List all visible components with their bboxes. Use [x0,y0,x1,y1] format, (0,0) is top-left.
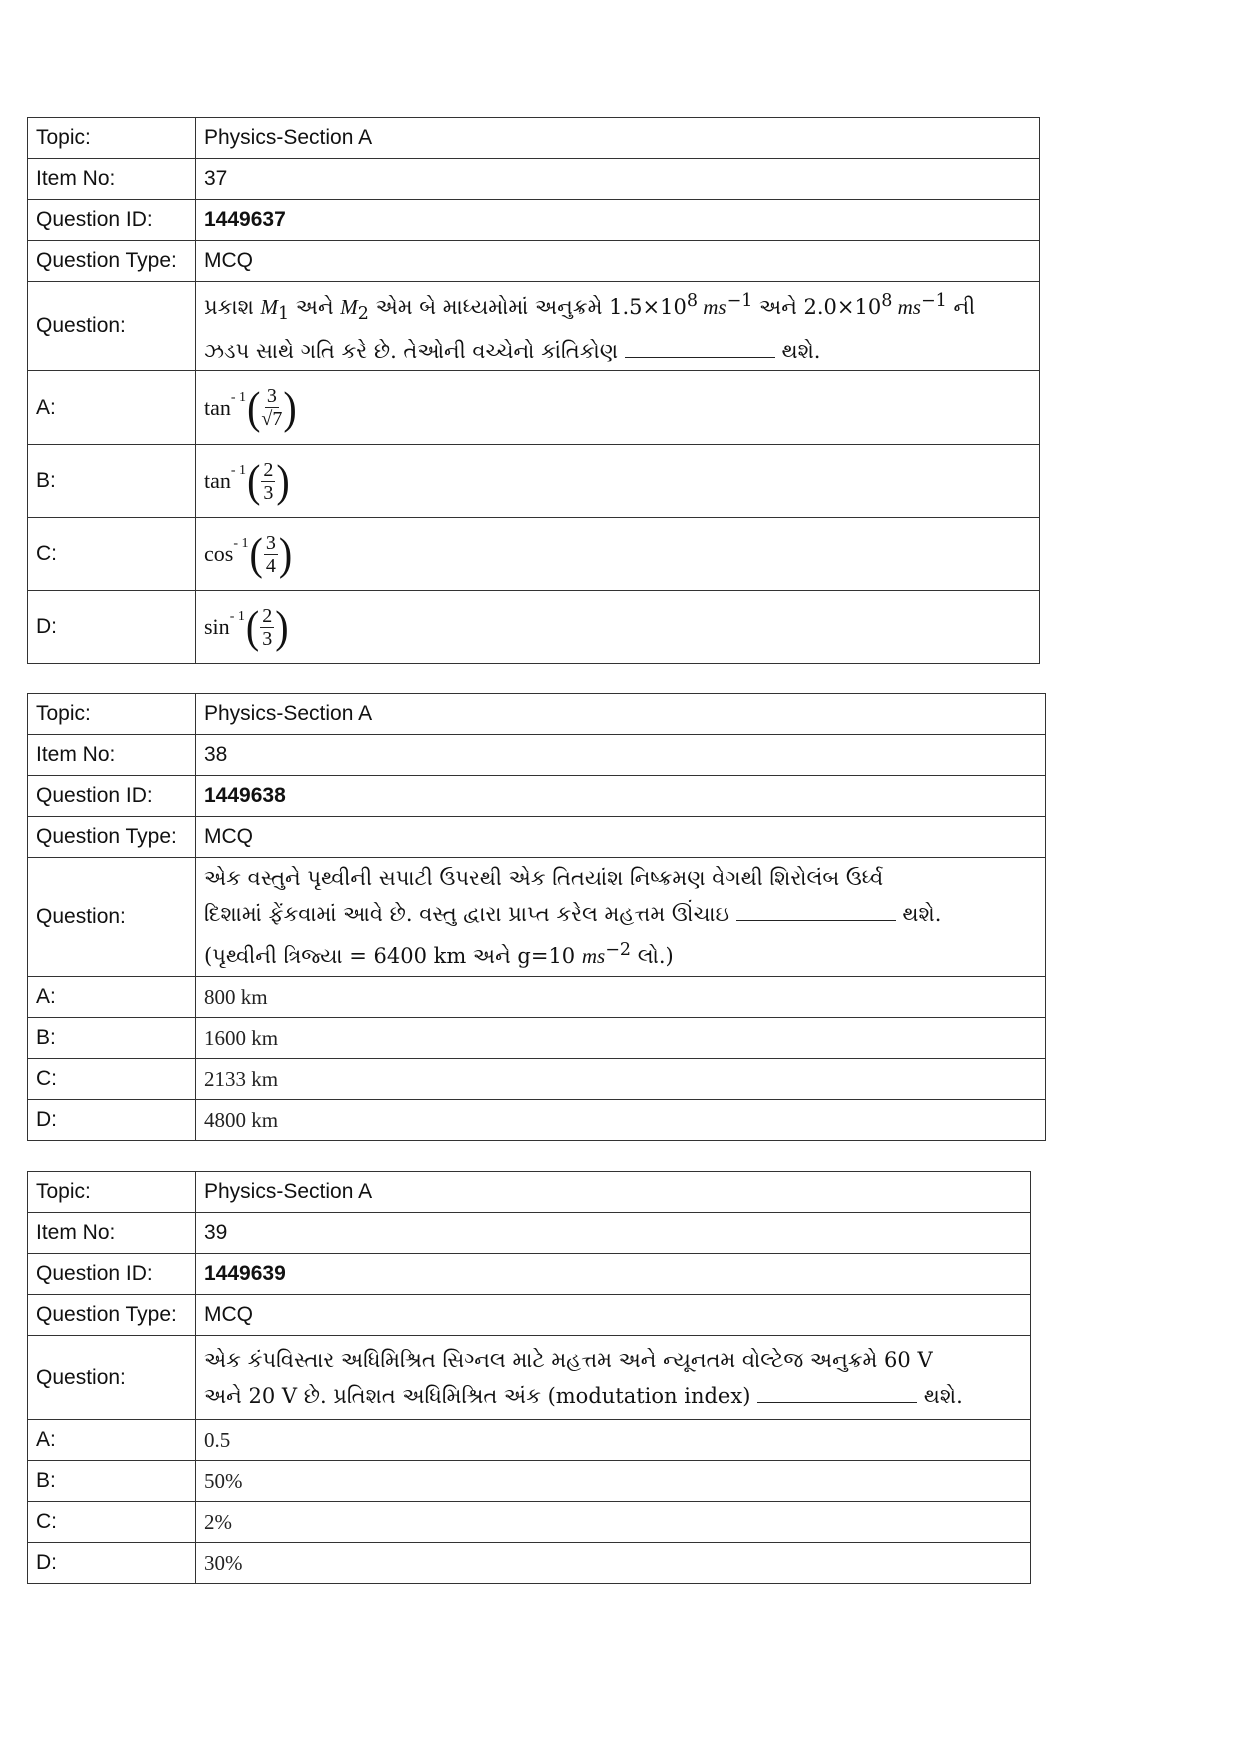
answer-blank [757,1402,917,1403]
option-d-value: 4800 km [196,1100,1046,1141]
option-c-label: C: [28,518,196,591]
item-no-label: Item No: [28,735,196,776]
question-id-value: 1449638 [196,776,1046,817]
option-c-value: cos - 1 ( $\frac{3}{4}$ ) [196,518,1040,591]
item-no-value: 38 [196,735,1046,776]
question-id-value: 1449639 [196,1254,1031,1295]
answer-blank [625,357,775,358]
option-a-label: A: [28,371,196,445]
question-label: Question: [28,282,196,371]
question-type-label: Question Type: [28,1295,196,1336]
item-no-label: Item No: [28,159,196,200]
question-id-label: Question ID: [28,200,196,241]
question-label: Question: [28,1336,196,1420]
option-c-value: 2133 km [196,1059,1046,1100]
item-no-value: 37 [196,159,1040,200]
question-text: એક કંપવિસ્તાર અધિમિશ્રિત સિગ્નલ માટે મહત્તમ અને ન્યૂનતમ વોલ્ટેજ અનુક્રમે 60 V અને 20 V છે. પ્રતિશત અધિમિશ્રિત અંક (modutation index) થશે. [196,1336,1031,1420]
option-b-value: 1600 km [196,1018,1046,1059]
answer-blank [736,920,896,921]
topic-label: Topic: [28,118,196,159]
question-text: પ્રકાશ $M_1$ અને $M_2$ એમ બે માધ્યમોમાં અનુક્રમે $1.5\times 10^8$ $ms^{-1}$ અને $2.0\times 10^8$ $ms^{-1}$ ની ઝડપ સાથે ગતિ કરે છે. તેઓની વચ્ચેનો કાંતિકોણ થશે. [196,282,1040,371]
question-type-label: Question Type: [28,817,196,858]
option-a-label: A: [28,977,196,1018]
question-type-label: Question Type: [28,241,196,282]
option-a-value: 0.5 [196,1420,1031,1461]
option-d-value: sin - 1 ( $\frac{2}{3}$ ) [196,591,1040,664]
question-id-label: Question ID: [28,1254,196,1295]
item-no-label: Item No: [28,1213,196,1254]
question-type-value: MCQ [196,817,1046,858]
option-d-label: D: [28,1543,196,1584]
option-d-label: D: [28,591,196,664]
question-text: એક વસ્તુને પૃથ્વીની સપાટી ઉપરથી એક તિતયાંશ નિષ્ક્રમણ વેગથી શિરોલંબ ઉર્ધ્વ દિશામાં ફેંકવામાં આવે છે. વસ્તુ દ્વારા પ્રાપ્ત કરેલ મહત્તમ ઊંચાઇ થશે. (પૃથ્વીની ત્રિજ્યા = 6400 km અને g=10 $ms^{-2}$ લો.) [196,858,1046,977]
question-type-value: MCQ [196,241,1040,282]
topic-value: Physics-Section A [196,118,1040,159]
option-b-value: 50% [196,1461,1031,1502]
question-block-39 [27,1171,1031,1584]
option-d-value: 30% [196,1543,1031,1584]
item-no-value: 39 [196,1213,1031,1254]
option-c-label: C: [28,1502,196,1543]
option-a-value: tan - 1 ( $\frac{3}{√7}$ ) [196,371,1040,445]
topic-value: Physics-Section A [196,1172,1031,1213]
question-type-value: MCQ [196,1295,1031,1336]
question-block-37 [27,117,1040,664]
topic-label: Topic: [28,694,196,735]
question-id-label: Question ID: [28,776,196,817]
option-a-value: 800 km [196,977,1046,1018]
option-b-label: B: [28,1461,196,1502]
option-c-label: C: [28,1059,196,1100]
topic-label: Topic: [28,1172,196,1213]
option-b-label: B: [28,1018,196,1059]
question-block-38 [27,693,1046,1141]
option-b-label: B: [28,445,196,518]
question-id-value: 1449637 [196,200,1040,241]
topic-value: Physics-Section A [196,694,1046,735]
question-label: Question: [28,858,196,977]
option-b-value: tan - 1 ( $\frac{2}{3}$ ) [196,445,1040,518]
option-c-value: 2% [196,1502,1031,1543]
option-d-label: D: [28,1100,196,1141]
option-a-label: A: [28,1420,196,1461]
